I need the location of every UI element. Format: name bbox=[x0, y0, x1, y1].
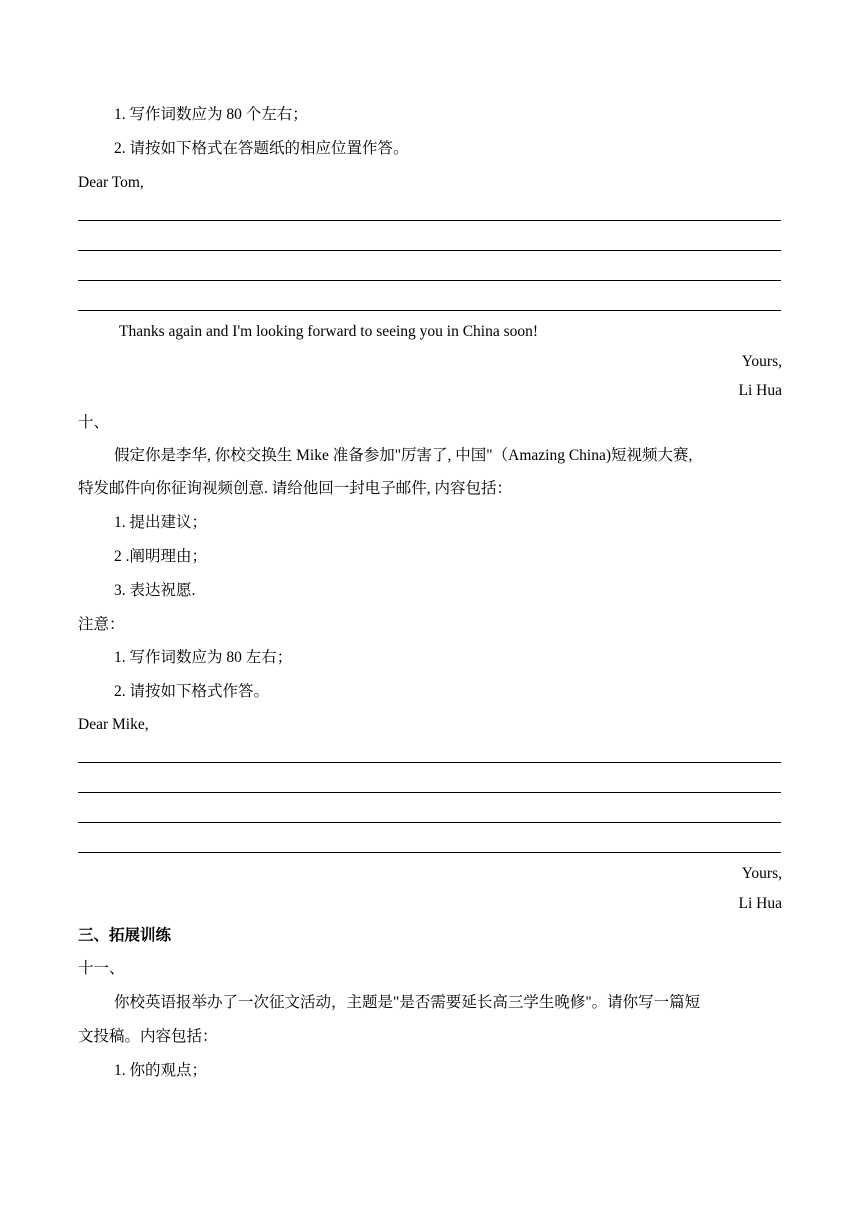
prompt-text: 文投稿。内容包括： bbox=[78, 1028, 218, 1045]
letter-salutation: Dear Mike, bbox=[78, 716, 149, 733]
note-item: 2. 请按如下格式作答。 bbox=[114, 683, 270, 700]
prompt-text: 特发邮件向你征询视频创意. 请给他回一封电子邮件, 内容包括： bbox=[78, 480, 513, 497]
letter-closing: Yours, bbox=[741, 353, 782, 370]
prompt-text: 你校英语报举办了一次征文活动，主题是"是否需要延长高三学生晚修"。请你写一篇短 bbox=[114, 994, 701, 1011]
answer-line bbox=[78, 852, 781, 853]
content-point: 3. 表达祝愿. bbox=[114, 582, 196, 599]
answer-line bbox=[78, 792, 781, 793]
letter-signature: Li Hua bbox=[738, 895, 782, 912]
content-point: 2 .阐明理由； bbox=[114, 548, 208, 565]
letter-salutation: Dear Tom, bbox=[78, 174, 144, 191]
prompt-text: 假定你是李华, 你校交换生 Mike 准备参加"厉害了, 中国"（Amazing China)短视频大赛, bbox=[114, 447, 693, 464]
answer-line bbox=[78, 220, 781, 221]
answer-line bbox=[78, 310, 781, 311]
letter-closing-line: Thanks again and I'm looking forward to seeing you in China soon! bbox=[119, 323, 539, 340]
note-item: 1. 写作词数应为 80 个左右； bbox=[114, 106, 308, 123]
question-number: 十、 bbox=[78, 414, 110, 431]
note-item: 1. 写作词数应为 80 左右； bbox=[114, 649, 293, 666]
content-point: 1. 提出建议； bbox=[114, 514, 208, 531]
question-number: 十一、 bbox=[78, 960, 125, 977]
answer-line bbox=[78, 250, 781, 251]
answer-line bbox=[78, 762, 781, 763]
answer-line bbox=[78, 280, 781, 281]
content-point: 1. 你的观点； bbox=[114, 1062, 208, 1079]
letter-signature: Li Hua bbox=[738, 382, 782, 399]
note-heading: 注意： bbox=[78, 616, 125, 633]
section-heading: 三、拓展训练 bbox=[78, 927, 172, 944]
letter-closing: Yours, bbox=[741, 865, 782, 882]
note-item: 2. 请按如下格式在答题纸的相应位置作答。 bbox=[114, 140, 409, 157]
answer-line bbox=[78, 822, 781, 823]
